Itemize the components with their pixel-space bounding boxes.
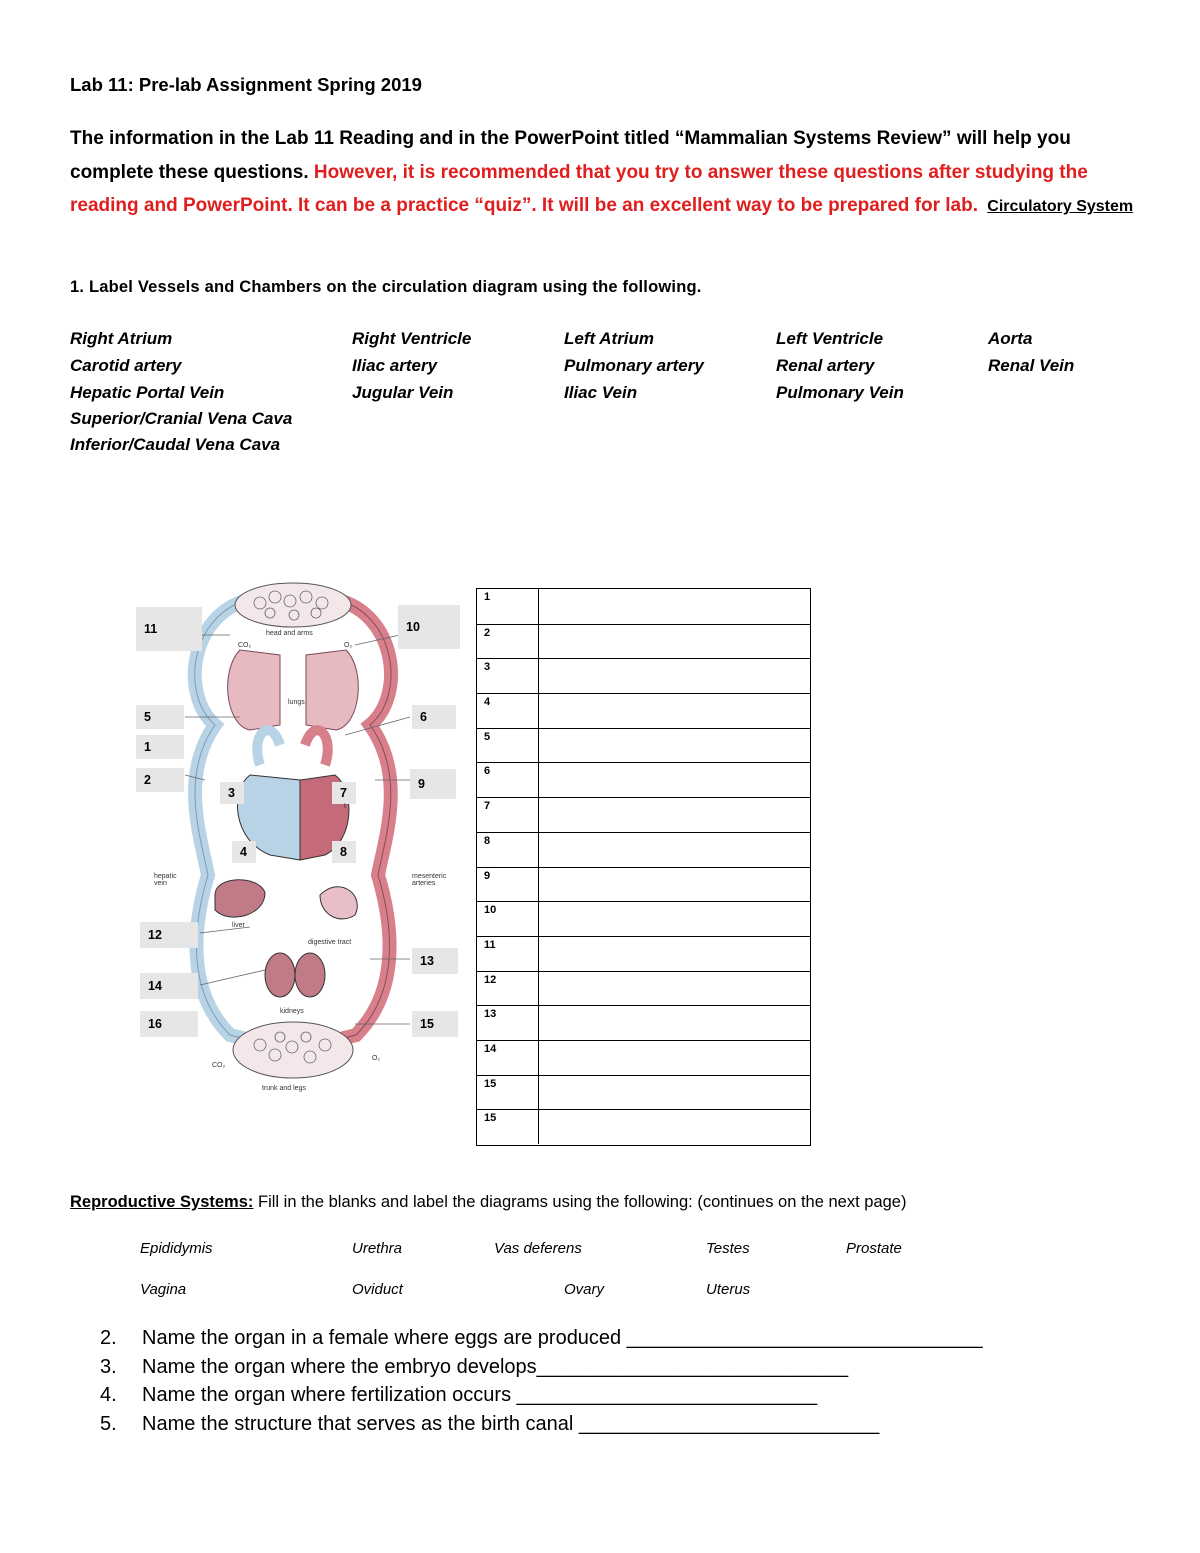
diagram-label-2: 2 [136, 768, 184, 792]
diagram-label-14: 14 [140, 973, 198, 999]
table-row [477, 693, 810, 728]
question-text[interactable]: Name the organ in a female where eggs are produced ________________________________ [142, 1327, 983, 1349]
term: Left Atrium [564, 329, 655, 348]
term: Aorta [988, 329, 1033, 348]
term: Right Ventricle [352, 329, 472, 348]
section-heading-circulatory: Circulatory System [987, 198, 1134, 215]
table-row [477, 1109, 810, 1144]
answer-cell[interactable] [538, 1006, 810, 1040]
diagram-label-9: 9 [410, 769, 456, 799]
diagram-label-8: 8 [332, 841, 356, 863]
term: Uterus [706, 1281, 751, 1298]
term: Epididymis [140, 1240, 213, 1257]
row-number: 10 [484, 904, 497, 917]
term: Iliac artery [352, 356, 438, 375]
question-number: 4. [100, 1384, 117, 1406]
row-number: 1 [484, 591, 491, 603]
answer-cell[interactable] [538, 972, 810, 1006]
answer-cell[interactable] [538, 1076, 810, 1110]
caption-o2-bottom: O₂ [372, 1055, 381, 1062]
table-row [477, 728, 810, 763]
question-number: 3. [100, 1355, 117, 1378]
table-row [477, 762, 810, 797]
answer-cell[interactable] [538, 694, 810, 728]
intro-text: The information in the Lab 11 Reading and in the PowerPoint titled “Mammalian Systems Review” will help you complete these questions. [70, 128, 1071, 183]
diagram-label-3: 3 [220, 782, 244, 804]
caption-trunk-legs: trunk and legs [262, 1085, 306, 1092]
term: Left Ventricle [776, 329, 884, 348]
term: Iliac Vein [564, 383, 638, 402]
row-number: 3 [484, 661, 491, 674]
row-number: 11 [484, 938, 496, 951]
caption-digestive: digestive tract [308, 939, 352, 946]
row-number: 4 [484, 696, 491, 709]
diagram-label-7: 7 [332, 782, 356, 804]
term: Carotid artery [70, 356, 182, 375]
answer-table [476, 588, 811, 1146]
caption-o2: O₂ [344, 642, 353, 649]
table-row [477, 832, 810, 867]
answer-cell[interactable] [538, 868, 810, 902]
term: Renal Vein [988, 356, 1075, 375]
term: Superior/Cranial Vena Cava [70, 409, 293, 428]
intro-paragraph [70, 122, 1140, 224]
diagram-label-16: 16 [140, 1011, 198, 1037]
question-number: 2. [100, 1327, 117, 1349]
row-number: 5 [484, 730, 491, 743]
row-number: 8 [484, 834, 491, 847]
table-row [477, 1075, 810, 1110]
table-row [477, 901, 810, 936]
diagram-label-6: 6 [412, 705, 456, 729]
caption-t: t [344, 803, 346, 810]
caption-kidneys: kidneys [280, 1008, 304, 1015]
row-number: 7 [484, 800, 491, 813]
row-number: 12 [484, 973, 497, 986]
diagram-label-11: 11 [136, 607, 202, 651]
term: Jugular Vein [352, 383, 454, 402]
question-list [100, 1324, 983, 1438]
circulation-diagram [120, 575, 465, 1100]
answer-cell[interactable] [538, 659, 810, 693]
term: Pulmonary Vein [776, 383, 904, 402]
table-row [477, 658, 810, 693]
term: Vas deferens [494, 1240, 582, 1257]
answer-cell[interactable] [538, 729, 810, 763]
term: Testes [706, 1240, 750, 1257]
diagram-label-4: 4 [232, 841, 256, 863]
table-row [477, 867, 810, 902]
diagram-label-15: 15 [412, 1011, 458, 1037]
row-number: 15 [484, 1112, 497, 1125]
reproductive-section [70, 1193, 906, 1212]
table-row [477, 624, 810, 659]
diagram-label-12: 12 [140, 922, 198, 948]
question-text[interactable]: Name the organ where fertilization occurs ___________________________ [142, 1384, 817, 1406]
question-1: 1. Label Vessels and Chambers on the circulation diagram using the following. [70, 278, 702, 296]
term: Right Atrium [70, 329, 173, 348]
caption-co2: CO₂ [238, 642, 252, 649]
question-text[interactable]: Name the organ where the embryo develops____________________________ [142, 1355, 849, 1378]
caption-co2-bottom: CO₂ [212, 1062, 226, 1069]
table-row [477, 797, 810, 832]
question-number: 5. [100, 1412, 117, 1435]
term: Inferior/Caudal Vena Cava [70, 435, 281, 454]
table-row [477, 971, 810, 1006]
answer-cell[interactable] [538, 902, 810, 936]
question-item [100, 1410, 983, 1439]
table-row [477, 589, 810, 624]
answer-cell[interactable] [538, 937, 810, 971]
row-number: 14 [484, 1042, 497, 1055]
reproductive-instructions: Fill in the blanks and label the diagrams using the following: (continues on the next page) [253, 1193, 907, 1211]
term: Hepatic Portal Vein [70, 383, 225, 402]
table-row [477, 936, 810, 971]
table-row [477, 1005, 810, 1040]
table-row [477, 1040, 810, 1075]
answer-cell[interactable] [538, 763, 810, 797]
answer-cell[interactable] [538, 589, 810, 624]
caption-liver: liver [232, 922, 245, 929]
intro-recommendation: However, it is recommended that you try to answer these questions after studying the reading and PowerPoint. It can be a practice “quiz”. It will be an excellent way to be prepared for lab. [70, 161, 1088, 216]
answer-cell[interactable] [538, 798, 810, 832]
row-number: 6 [484, 765, 491, 778]
diagram-label-10: 10 [398, 605, 460, 649]
caption-mesenteric: mesenteric arteries [412, 873, 447, 887]
answer-cell[interactable] [538, 833, 810, 867]
row-number: 9 [484, 869, 491, 882]
page-title: Lab 11: Pre-lab Assignment Spring 2019 [70, 74, 422, 95]
term: Ovary [564, 1281, 605, 1298]
answer-cell[interactable] [538, 1041, 810, 1075]
diagram-label-5: 5 [136, 705, 184, 729]
term: Urethra [352, 1240, 403, 1257]
question-item [100, 1324, 983, 1353]
diagram-label-1: 1 [136, 735, 184, 759]
term: Vagina [140, 1281, 187, 1298]
row-number: 15 [484, 1077, 497, 1090]
diagram-label-13: 13 [412, 948, 458, 974]
answer-cell[interactable] [538, 1110, 810, 1144]
question-item [100, 1381, 983, 1410]
term: Pulmonary artery [564, 356, 704, 375]
term: Prostate [846, 1240, 902, 1257]
caption-head-arms: head and arms [266, 630, 313, 637]
term: Oviduct [352, 1281, 403, 1298]
term: Renal artery [776, 356, 875, 375]
row-number: 2 [484, 626, 491, 639]
row-number: 13 [484, 1008, 497, 1021]
question-item [100, 1353, 983, 1382]
question-text[interactable]: Name the structure that serves as the birth canal ___________________________ [142, 1412, 880, 1435]
answer-cell[interactable] [538, 625, 810, 659]
reproductive-heading: Reproductive Systems: [70, 1193, 254, 1211]
caption-lungs: lungs [288, 699, 305, 706]
caption-hepatic-vein: hepatic vein [154, 873, 177, 887]
